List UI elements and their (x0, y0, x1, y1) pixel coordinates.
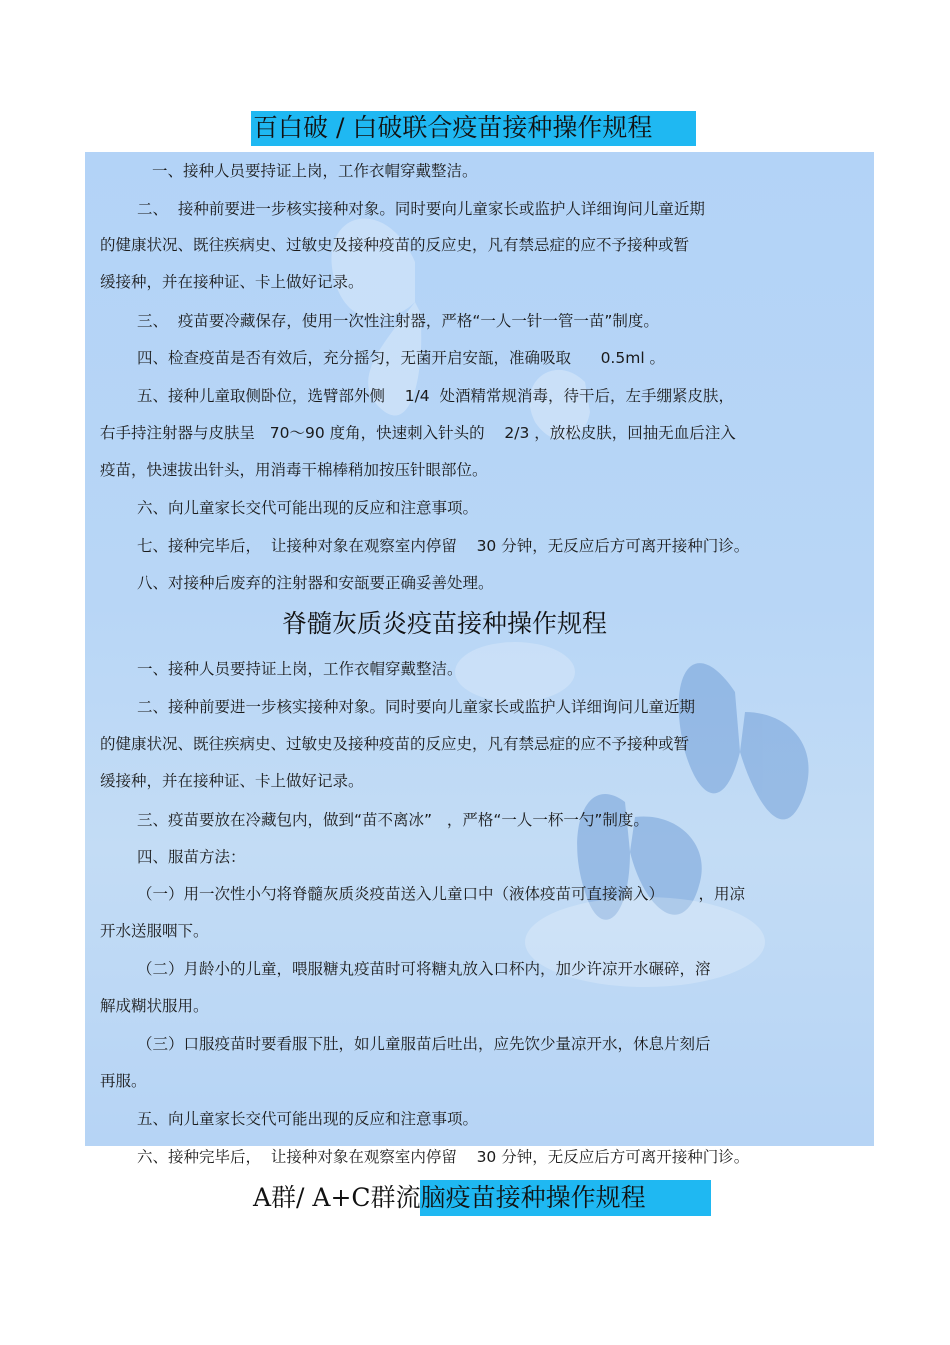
paragraph-line: 六、接种完毕后， 让接种对象在观察室内停留 30 分钟，无反应后方可离开接种门诊。 (137, 1148, 750, 1166)
paragraph-line: 七、接种完毕后， 让接种对象在观察室内停留 30 分钟，无反应后方可离开接种门诊。 (137, 537, 750, 555)
paragraph-line: 六、向儿童家长交代可能出现的反应和注意事项。 (137, 499, 479, 517)
section-2-title: 脊髓灰质炎疫苗接种操作规程 (282, 609, 608, 638)
paragraph-line: （三）口服疫苗时要看服下肚，如儿童服苗后吐出，应先饮少量凉开水，休息片刻后 (137, 1035, 711, 1053)
section-3-title-prefix: A群/ A+C群 (253, 1183, 396, 1212)
paragraph-line: 八、对接种后废弃的注射器和安瓿要正确妥善处理。 (137, 574, 494, 592)
section-3-title-suffix: 流脑疫苗接种操作规程 (395, 1183, 646, 1212)
paragraph-line: 一、接种人员要持证上岗，工作衣帽穿戴整洁。 (137, 660, 463, 678)
paragraph-line: 缓接种，并在接种证、卡上做好记录。 (100, 772, 364, 790)
paragraph-line: （二）月龄小的儿童，喂服糖丸疫苗时可将糖丸放入口杯内，加少许凉开水碾碎，溶 (137, 960, 711, 978)
paragraph-line: 右手持注射器与皮肤呈 70～90 度角，快速刺入针头的 2/3 ，放松皮肤，回抽无血后注入 (100, 424, 736, 442)
paragraph-line: 缓接种，并在接种证、卡上做好记录。 (100, 273, 364, 291)
paragraph-line: 的健康状况、既往疾病史、过敏史及接种疫苗的反应史，凡有禁忌症的应不予接种或暂 (100, 236, 690, 254)
paragraph-line: 二、接种前要进一步核实接种对象。同时要向儿童家长或监护人详细询问儿童近期 (137, 698, 696, 716)
paragraph-line: 三、疫苗要放在冷藏包内，做到“苗不离冰” ，严格“一人一杯一勺”制度。 (137, 811, 649, 829)
paragraph-line: （一）用一次性小勺将脊髓灰质炎疫苗送入儿童口中（液体疫苗可直接滴入） ，用凉 (137, 885, 745, 903)
section-1-title: 百白破 / 白破联合疫苗接种操作规程 (253, 113, 653, 142)
paragraph-line: 五、接种儿童取侧卧位，选臂部外侧 1/4 处酒精常规消毒，待干后，左手绷紧皮肤， (137, 387, 735, 405)
paragraph-line: 五、向儿童家长交代可能出现的反应和注意事项。 (137, 1110, 479, 1128)
paragraph-line: 三、 疫苗要冷藏保存，使用一次性注射器，严格“一人一针一管一苗”制度。 (137, 312, 659, 330)
paragraph-line: 再服。 (100, 1072, 147, 1090)
section-3-title (253, 1182, 646, 1214)
paragraph-line: 疫苗，快速拔出针头，用消毒干棉棒稍加按压针眼部位。 (100, 461, 488, 479)
paragraph-line: 解成糊状服用。 (100, 997, 209, 1015)
paragraph-line: 的健康状况、既往疾病史、过敏史及接种疫苗的反应史，凡有禁忌症的应不予接种或暂 (100, 735, 690, 753)
paragraph-line: 一、接种人员要持证上岗，工作衣帽穿戴整洁。 (152, 162, 478, 180)
paragraph-line: 四、服苗方法： (137, 848, 246, 866)
paragraph-line: 四、检查疫苗是否有效后，充分摇匀，无菌开启安瓿，准确吸取 0.5ml 。 (137, 349, 666, 367)
paragraph-line: 二、 接种前要进一步核实接种对象。同时要向儿童家长或监护人详细询问儿童近期 (137, 200, 705, 218)
paragraph-line: 开水送服咽下。 (100, 922, 209, 940)
